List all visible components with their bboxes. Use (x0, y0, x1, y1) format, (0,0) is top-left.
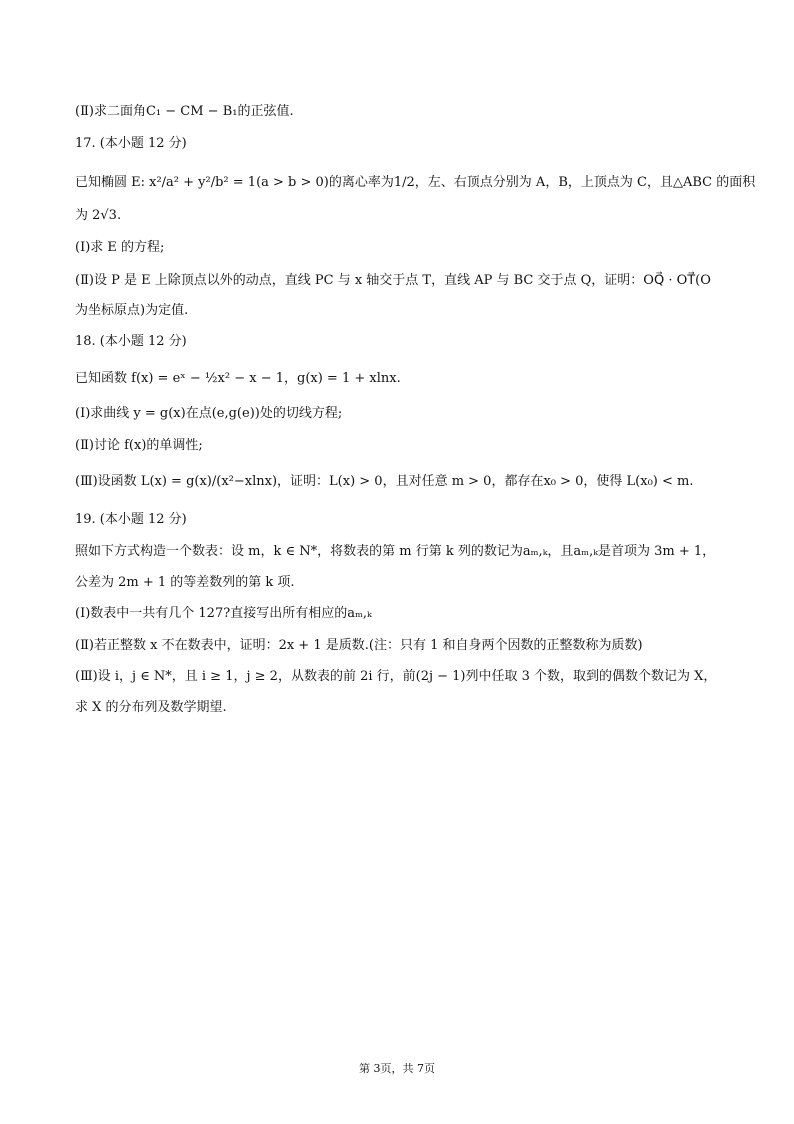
q17-header: 17. (本小题 12 分) (75, 136, 187, 151)
page-footer: 第 3页，共 7页 (359, 1062, 435, 1075)
q19-header: 19. (本小题 12 分) (75, 512, 187, 527)
q18-part2: (Ⅱ)讨论 f(x)的单调性; (75, 438, 203, 453)
q18-header: 18. (本小题 12 分) (75, 334, 187, 349)
q18-stem: 已知函数 f(x) = eˣ − ½x² − x − 1，g(x) = 1 + xlnx. (75, 371, 401, 386)
q19-part2: (Ⅱ)若正整数 x 不在数表中，证明：2x + 1 是质数.(注：只有 1 和自身两个因数的正整数称为质数) (75, 638, 643, 653)
q19-stem-line1: 照如下方式构造一个数表：设 m，k ∈ N*，将数表的第 m 行第 k 列的数记为aₘ,ₖ，且aₘ,ₖ是首项为 3m + 1， (75, 544, 716, 559)
q19-part1: (Ⅰ)数表中一共有几个 127?直接写出所有相应的aₘ,ₖ (75, 606, 372, 621)
q16-part2: (Ⅱ)求二面角C₁ − CM − B₁的正弦值. (75, 104, 294, 119)
q17-stem-line2: 为 2√3. (75, 208, 122, 223)
q18-part1: (Ⅰ)求曲线 y = g(x)在点(e,g(e))处的切线方程; (75, 406, 343, 421)
q17-part1: (Ⅰ)求 E 的方程; (75, 240, 165, 255)
q19-part3-line1: (Ⅲ)设 i，j ∈ N*，且 i ≥ 1，j ≥ 2，从数表的前 2i 行，前(2j − 1)列中任取 3 个数，取到的偶数个数记为 X， (75, 669, 717, 684)
q19-part3-line2: 求 X 的分布列及数学期望. (75, 700, 227, 715)
q17-stem-line1: 已知椭圆 E: x²/a² + y²/b² = 1(a > b > 0)的离心率为1/2，左、右顶点分别为 A，B，上顶点为 C，且△ABC 的面积 (75, 175, 756, 190)
q17-part2-line1: (Ⅱ)设 P 是 E 上除顶点以外的动点，直线 PC 与 x 轴交于点 T，直线 AP 与 BC 交于点 Q，证明：OQ⃗ · OT⃗(O (75, 273, 711, 288)
q17-part2-line2: 为坐标原点)为定值. (75, 303, 189, 318)
q19-stem-line2: 公差为 2m + 1 的等差数列的第 k 项. (75, 575, 295, 590)
q18-part3: (Ⅲ)设函数 L(x) = g(x)/(x²−xlnx)，证明：L(x) > 0，且对任意 m > 0，都存在x₀ > 0，使得 L(x₀) < m. (75, 474, 694, 489)
